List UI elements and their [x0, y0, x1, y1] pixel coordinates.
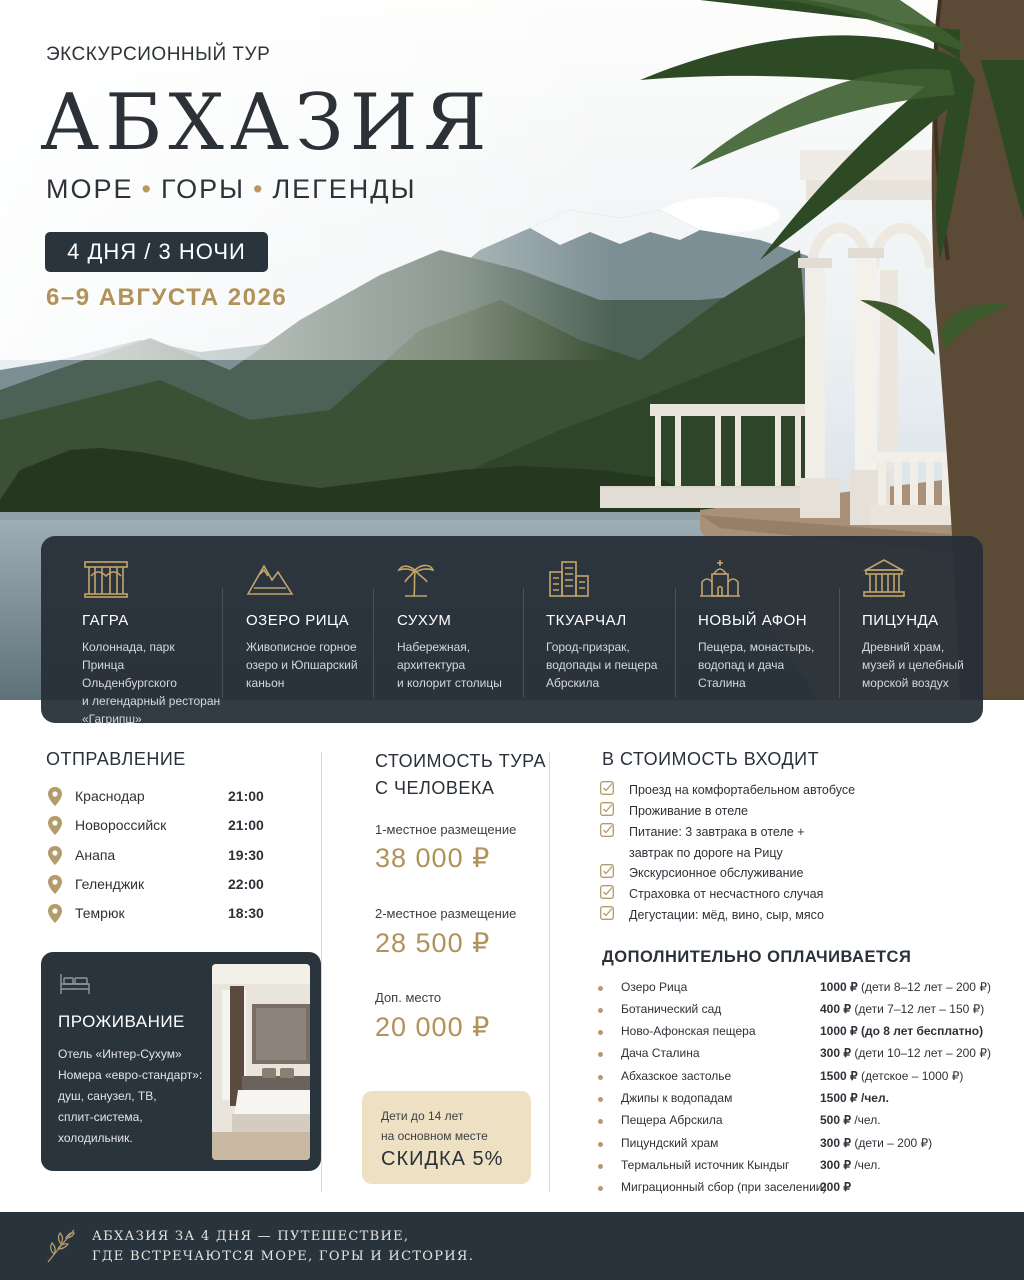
price-option-label: 1-местное размещение	[375, 822, 517, 837]
destination-tkuarchal	[546, 536, 686, 723]
checkbox-check-icon	[600, 781, 614, 795]
palm-icon	[397, 558, 445, 598]
checkbox-check-icon	[600, 823, 614, 837]
extra-price-amount: 300 ₽	[820, 1158, 851, 1172]
extra-item	[598, 1090, 998, 1110]
destination-divider	[839, 588, 840, 698]
location-pin-icon	[48, 816, 62, 835]
destination-desc	[546, 638, 657, 692]
extra-price	[820, 1091, 889, 1105]
destination-desc	[397, 638, 502, 692]
location-pin-icon	[48, 875, 62, 894]
included-text: Дегустации: мёд, вино, сыр, мясо	[629, 908, 824, 922]
tour-type-label: ЭКСКУРСИОННЫЙ ТУР	[46, 44, 271, 65]
extra-price-note: (дети 10–12 лет – 200 ₽)	[851, 1046, 991, 1060]
price-option-value: 20 000 ₽	[375, 1012, 491, 1042]
extra-price-amount: 1000 ₽	[820, 980, 858, 994]
accommodation-card	[41, 952, 321, 1171]
destination-divider	[523, 588, 524, 698]
extra-item	[598, 1157, 998, 1177]
bullet-dot	[598, 1142, 603, 1147]
extra-price	[820, 1069, 963, 1083]
destination-name: ОЗЕРО РИЦА	[246, 612, 350, 629]
column-divider	[321, 752, 322, 1192]
bullet-dot	[598, 1030, 603, 1035]
bullet-dot	[598, 1097, 603, 1102]
bullet-dot	[598, 1119, 603, 1124]
extra-price-amount: 300 ₽	[820, 1046, 851, 1060]
location-pin-icon	[48, 846, 62, 865]
monastery-icon	[698, 558, 746, 598]
accommodation-title: ПРОЖИВАНИЕ	[58, 1012, 185, 1031]
extra-price-amount: 300 ₽	[820, 1136, 851, 1150]
extra-item	[598, 1045, 998, 1065]
destination-desc	[246, 638, 358, 692]
desc-line: душ, санузел, ТВ,	[58, 1089, 157, 1103]
extra-price-amount: 1000 ₽ (до 8 лет бесплатно)	[820, 1024, 984, 1038]
destination-new-athos	[698, 536, 838, 723]
leaf-branch-icon	[44, 1228, 78, 1264]
extra-name: Пицундский храм	[621, 1136, 719, 1150]
desc-line: водопады и пещера	[546, 658, 658, 672]
desc-line: «Гагрипш»	[82, 712, 142, 726]
included-line: завтрак по дороге на Рицу	[629, 846, 783, 860]
departure-row	[46, 845, 266, 867]
destination-desc	[82, 638, 222, 728]
mountain-icon	[246, 558, 294, 598]
price-title-line: СТОИМОСТЬ ТУРА	[375, 751, 546, 771]
kids-line: Дети до 14 лет	[381, 1109, 464, 1123]
bullet-dot	[598, 1164, 603, 1169]
tagline-dot: •	[253, 174, 265, 204]
destination-name: ГАГРА	[82, 612, 129, 629]
destination-desc	[862, 638, 964, 692]
extra-name: Дача Сталина	[621, 1046, 700, 1060]
tour-title: АБХАЗИЯ	[40, 78, 493, 168]
price-option-label: 2-местное размещение	[375, 906, 517, 921]
departure-title: ОТПРАВЛЕНИЕ	[46, 749, 186, 769]
extra-price-note: (дети 8–12 лет – 200 ₽)	[857, 980, 991, 994]
departure-row	[46, 815, 266, 837]
extra-name: Ново-Афонская пещера	[621, 1024, 756, 1038]
desc-line: Абрскила	[546, 676, 600, 690]
extra-price-note: (дети 7–12 лет – 150 ₽)	[851, 1002, 985, 1016]
extra-name: Миграционный сбор (при заселении)	[621, 1180, 827, 1194]
desc-line: архитектура	[397, 658, 466, 672]
extra-name: Термальный источник Кындыг	[621, 1158, 790, 1172]
extra-title: ДОПОЛНИТЕЛЬНО ОПЛАЧИВАЕТСЯ	[602, 948, 912, 966]
extra-price-amount: 500 ₽	[820, 1113, 851, 1127]
footer-banner	[0, 1212, 1024, 1280]
desc-line: водопад и дача	[698, 658, 785, 672]
departure-city: Анапа	[75, 847, 116, 863]
extra-price-amount: 1500 ₽ /чел.	[820, 1091, 889, 1105]
departure-time: 21:00	[228, 788, 264, 804]
destination-gagra	[82, 536, 222, 726]
destination-name: СУХУМ	[397, 612, 452, 629]
footer-line: ГДЕ ВСТРЕЧАЮТСЯ МОРЕ, ГОРЫ И ИСТОРИЯ.	[92, 1249, 475, 1264]
location-pin-icon	[48, 904, 62, 923]
checkbox-check-icon	[600, 885, 614, 899]
desc-line: Принца Ольденбургского	[82, 658, 177, 690]
desc-line: озеро и Юпшарский	[246, 658, 358, 672]
tagline-word: ЛЕГЕНДЫ	[272, 174, 417, 204]
location-pin-icon	[48, 787, 62, 806]
extra-price	[820, 1046, 991, 1060]
extra-item	[598, 1068, 998, 1088]
extra-name: Джипы к водопадам	[621, 1091, 733, 1105]
extra-price-note: /чел.	[851, 1113, 881, 1127]
included-text: Страховка от несчастного случая	[629, 887, 824, 901]
desc-line: Колоннада, парк	[82, 640, 175, 654]
extra-price	[820, 980, 991, 994]
bullet-dot	[598, 1075, 603, 1080]
accommodation-desc	[58, 1044, 218, 1149]
departure-row	[46, 874, 266, 896]
included-text: Проезд на комфортабельном автобусе	[629, 783, 856, 797]
desc-line: музей и целебный	[862, 658, 964, 672]
departure-city: Темрюк	[75, 905, 125, 921]
extra-name: Пещера Абрскила	[621, 1113, 723, 1127]
extra-price	[820, 1136, 932, 1150]
extra-name: Озеро Рица	[621, 980, 688, 994]
kids-discount-box	[362, 1091, 531, 1184]
destination-name: ТКУАРЧАЛ	[546, 612, 627, 629]
desc-line: и легендарный ресторан	[82, 694, 221, 708]
checkbox-check-icon	[600, 802, 614, 816]
price-option-label: Доп. место	[375, 990, 442, 1005]
tour-tagline	[46, 174, 417, 205]
desc-line: Отель «Интер-Сухум»	[58, 1047, 182, 1061]
desc-line: и колорит столицы	[397, 676, 502, 690]
destination-name: НОВЫЙ АФОН	[698, 612, 808, 629]
extra-price-note: (детское – 1000 ₽)	[857, 1069, 964, 1083]
included-line: Питание: 3 завтрака в отеле +	[629, 825, 805, 839]
temple-icon	[862, 558, 910, 598]
extra-price	[820, 1180, 851, 1194]
departure-city: Краснодар	[75, 788, 145, 804]
price-title-line: С ЧЕЛОВЕКА	[375, 778, 495, 798]
included-text: Проживание в отеле	[629, 804, 749, 818]
included-text: Экскурсионное обслуживание	[629, 866, 804, 880]
extra-price	[820, 1002, 984, 1016]
price-option-value: 38 000 ₽	[375, 843, 491, 873]
buildings-icon	[546, 558, 594, 598]
kids-discount-value: СКИДКА 5%	[381, 1148, 504, 1170]
destination-pitsunda	[862, 536, 982, 723]
extra-price-amount: 200 ₽	[820, 1180, 851, 1194]
extra-price-amount: 1500 ₽	[820, 1069, 858, 1083]
duration-badge: 4 ДНЯ / 3 НОЧИ	[45, 232, 268, 272]
desc-line: морской воздух	[862, 676, 949, 690]
extra-item	[598, 979, 998, 999]
checkbox-check-icon	[600, 864, 614, 878]
kids-line: на основном месте	[381, 1129, 488, 1143]
destinations-panel	[41, 536, 983, 726]
extra-item	[598, 1179, 998, 1199]
desc-line: каньон	[246, 676, 285, 690]
destination-divider	[222, 588, 223, 698]
extra-item	[598, 1023, 998, 1043]
footer-line: АБХАЗИЯ ЗА 4 ДНЯ — ПУТЕШЕСТВИЕ,	[92, 1229, 410, 1244]
extra-price-note: /чел.	[851, 1158, 881, 1172]
tagline-word: МОРЕ	[46, 174, 134, 204]
destination-ritsa	[246, 536, 386, 723]
desc-line: Город-призрак,	[546, 640, 630, 654]
desc-line: Набережная,	[397, 640, 471, 654]
departure-time: 19:30	[228, 847, 264, 863]
destination-desc	[698, 638, 814, 692]
extra-price	[820, 1024, 983, 1038]
extra-price	[820, 1158, 881, 1172]
tagline-word: ГОРЫ	[160, 174, 245, 204]
tagline-dot: •	[141, 174, 153, 204]
checkbox-check-icon	[600, 906, 614, 920]
included-text	[629, 822, 805, 864]
extra-item	[598, 1135, 998, 1155]
extra-item	[598, 1001, 998, 1021]
colonnade-icon	[82, 558, 130, 598]
bullet-dot	[598, 1052, 603, 1057]
desc-line: Живописное горное	[246, 640, 357, 654]
extra-item	[598, 1112, 998, 1132]
destination-divider	[675, 588, 676, 698]
kids-discount-text	[381, 1106, 521, 1146]
footer-slogan	[92, 1227, 474, 1267]
departure-row	[46, 786, 266, 808]
hotel-room-photo	[212, 964, 310, 1160]
departure-city: Геленджик	[75, 876, 145, 892]
price-option-value: 28 500 ₽	[375, 928, 491, 958]
departure-time: 22:00	[228, 876, 264, 892]
bullet-dot	[598, 986, 603, 991]
column-divider	[549, 752, 550, 1192]
desc-line: холодильник.	[58, 1131, 133, 1145]
bed-icon	[59, 970, 91, 996]
desc-line: Сталина	[698, 676, 746, 690]
departure-time: 21:00	[228, 817, 264, 833]
desc-line: Номера «евро-стандарт»:	[58, 1068, 203, 1082]
departure-city: Новороссийск	[75, 817, 167, 833]
desc-line: Пещера, монастырь,	[698, 640, 815, 654]
extra-name: Абхазское застолье	[621, 1069, 732, 1083]
destination-divider	[373, 588, 374, 698]
bullet-dot	[598, 1186, 603, 1191]
bullet-dot	[598, 1008, 603, 1013]
extra-price-amount: 400 ₽	[820, 1002, 851, 1016]
tour-dates: 6–9 АВГУСТА 2026	[46, 284, 288, 311]
departure-row	[46, 903, 266, 925]
departure-time: 18:30	[228, 905, 264, 921]
extra-price-note: (дети – 200 ₽)	[851, 1136, 933, 1150]
extra-name: Ботанический сад	[621, 1002, 722, 1016]
destination-sukhum	[397, 536, 537, 723]
extra-price	[820, 1113, 881, 1127]
desc-line: Древний храм,	[862, 640, 945, 654]
destination-name: ПИЦУНДА	[862, 612, 939, 629]
desc-line: сплит-система,	[58, 1110, 143, 1124]
price-title	[375, 748, 546, 802]
included-title: В СТОИМОСТЬ ВХОДИТ	[602, 749, 820, 769]
